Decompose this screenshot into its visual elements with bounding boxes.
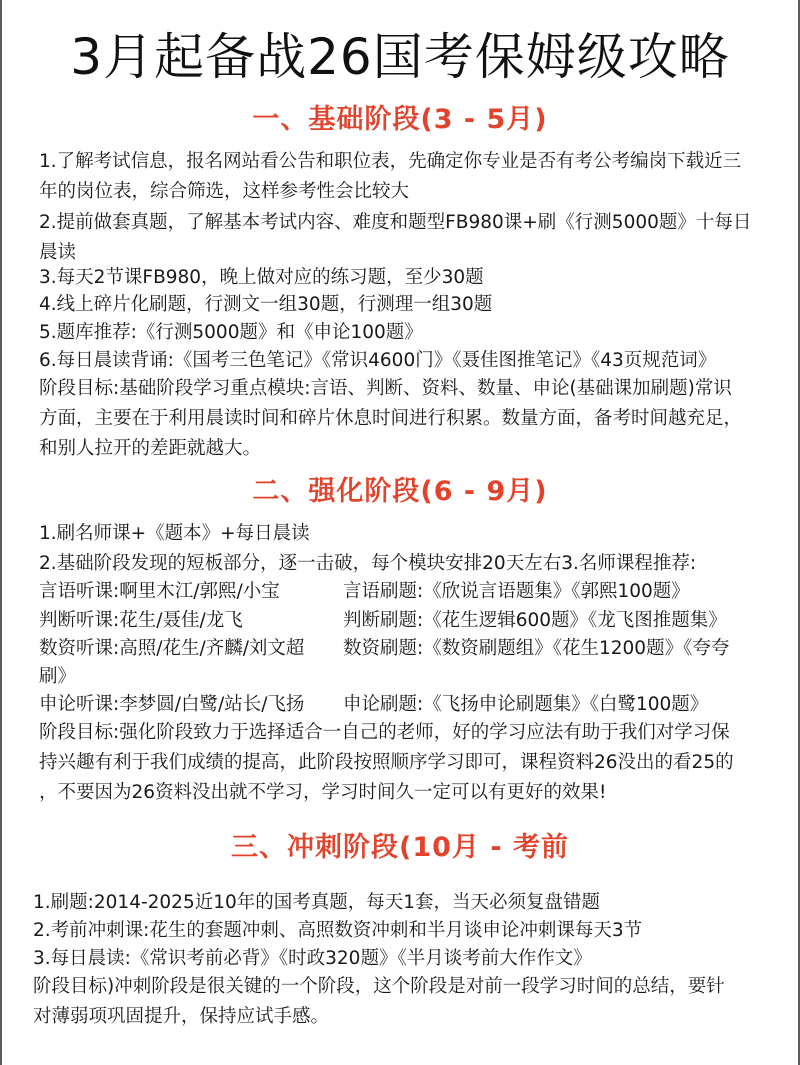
- foundation-line-7: 5.题库推荐:《行测5000题》和《申论100题》: [39, 322, 423, 343]
- sprint-goal-line-2: 对薄弱项巩固提升，保持应试手感。: [33, 1006, 330, 1027]
- recommend-listen-judgment: 判断听课:花生/聂佳/龙飞: [39, 610, 243, 631]
- recommend-listen-verbal: 言语听课:啊里木江/郭熙/小宝: [39, 581, 280, 602]
- section-heading-foundation: 一、基础阶段(3 - 5月): [252, 104, 548, 135]
- foundation-line-8: 6.每日晨读背诵:《国考三色笔记》《常识4600门》《聂佳图推笔记》《43页规范词》: [39, 350, 717, 371]
- foundation-goal-line-1: 阶段目标:基础阶段学习重点模块:言语、判断、资料、数量、申论(基础课加刷题)常识: [39, 378, 732, 399]
- recommend-listen-essay: 申论听课:李梦圆/白鹭/站长/飞扬: [39, 694, 305, 715]
- recommend-practice-data: 数资刷题:《数资刷题组》《花生1200题》《夸夸: [343, 638, 730, 659]
- sprint-line-2: 2.考前冲刺课:花生的套题冲刺、高照数资冲刺和半月谈申论冲刺课每天3节: [33, 920, 643, 941]
- intensive-line-1: 1.刷名师课+《题本》+每日晨读: [39, 523, 310, 544]
- foundation-goal-line-2: 方面，主要在于利用晨读时间和碎片休息时间进行积累。数量方面，备考时间越充足，: [39, 408, 743, 429]
- intensive-goal-line-2: 持兴趣有利于我们成绩的提高，此阶段按照顺序学习即可，课程资料26没出的看25的: [39, 752, 734, 773]
- foundation-line-6: 4.线上碎片化刷题，行测文一组30题，行测理一组30题: [39, 294, 493, 315]
- foundation-line-2: 年的岗位表，综合筛选，这样参考性会比较大: [39, 181, 410, 202]
- foundation-line-5: 3.每天2节课FB980，晚上做对应的练习题，至少30题: [39, 267, 484, 288]
- sprint-goal-line-1: 阶段目标)冲刺阶段是很关键的一个阶段，这个阶段是对前一段学习时间的总结，要针: [33, 976, 725, 997]
- foundation-goal-line-3: 和别人拉开的差距就越大。: [39, 438, 262, 459]
- sprint-line-3: 3.每日晨读:《常识考前必背》《时政320题》《半月谈考前大作作文》: [33, 948, 592, 969]
- foundation-line-4: 晨读: [39, 242, 77, 263]
- recommend-practice-essay: 申论刷题:《飞扬申论刷题集》《白鹭100题》: [343, 694, 709, 715]
- page-title: 3月起备战26国考保姆级攻略: [70, 28, 730, 86]
- intensive-line-2: 2.基础阶段发现的短板部分，逐一击破，每个模块安排20天左右3.名师课程推荐:: [39, 553, 697, 574]
- sprint-line-1: 1.刷题:2014-2025近10年的国考真题，每天1套，当天必须复盘错题: [33, 892, 601, 913]
- foundation-line-3: 2.提前做套真题，了解基本考试内容、难度和题型FB980课+刷《行测5000题》十每日: [39, 212, 752, 233]
- section-heading-sprint: 三、冲刺阶段(10月 - 考前: [231, 832, 569, 863]
- recommend-listen-data: 数资听课:高照/花生/齐麟/刘文超: [39, 638, 305, 659]
- intensive-goal-line-3: ，不要因为26资料没出就不学习，学习时间久一定可以有更好的效果!: [39, 782, 607, 803]
- recommend-practice-verbal: 言语刷题:《欣说言语题集》《郭熙100题》: [343, 581, 690, 602]
- intensive-goal-line-1: 阶段目标:强化阶段致力于选择适合一自己的老师，好的学习应法有助于我们对学习保: [39, 722, 730, 743]
- recommend-practice-judgment: 判断刷题:《花生逻辑600题》《龙飞图推题集》: [343, 610, 727, 631]
- recommend-practice-data-wrap: 刷》: [39, 666, 77, 687]
- section-heading-intensive: 二、强化阶段(6 - 9月): [252, 476, 548, 507]
- foundation-line-1: 1.了解考试信息，报名网站看公告和职位表，先确定你专业是否有考公考编岗下载近三: [39, 151, 742, 172]
